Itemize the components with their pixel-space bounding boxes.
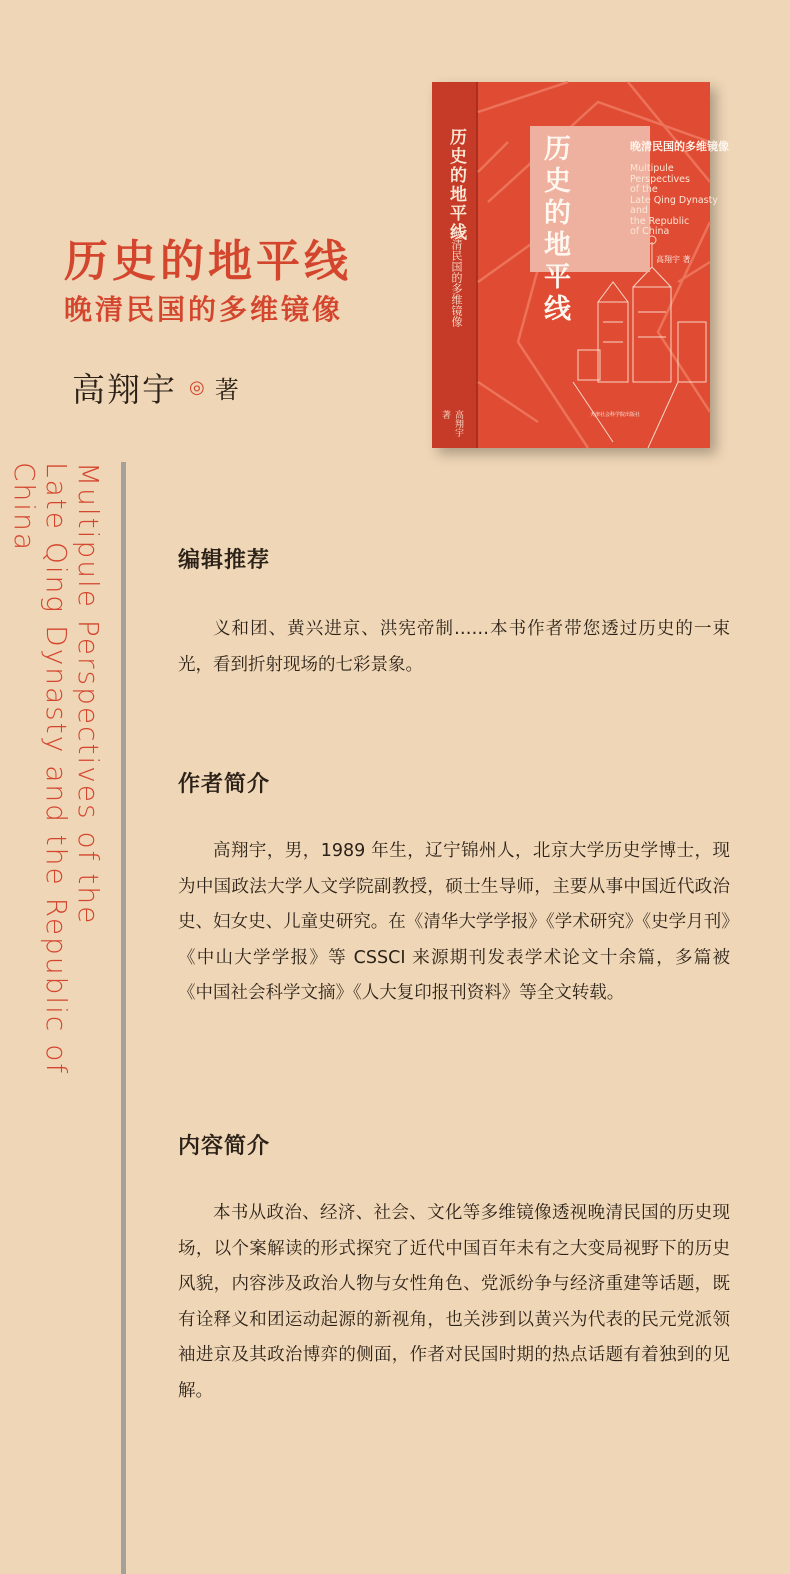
- section-title-author-intro: 作者简介: [178, 772, 271, 797]
- cover-publisher: 天津社会科学院出版社: [590, 412, 641, 418]
- book-title: 历史的地平线: [64, 236, 352, 287]
- cover-english-title: [630, 164, 740, 238]
- author-name: 高翔宇: [72, 370, 177, 409]
- book-cover-image: [432, 82, 729, 448]
- cover-english-line: of China: [630, 226, 670, 237]
- cover-subtitle: 晚清民国的多维镜像: [630, 140, 729, 153]
- author-line: [72, 364, 239, 411]
- spine-subtitle: 晚清民国的多维镜像: [450, 228, 463, 327]
- cover-title: 历史的地平线: [539, 134, 570, 326]
- vertical-divider: [121, 462, 126, 1574]
- cover-english-line: of the: [630, 184, 658, 195]
- section-body-author-intro: 高翔宇，男，1989 年生，辽宁锦州人，北京大学历史学博士，现为中国政法大学人文学院副教授，硕士生导师，主要从事中国近代政治史、妇女史、儿童史研究。在《清华大学学报》《学术研究》《史学月刊》《中山大学学报》等 CSSCI 来源期刊发表学术论文十余篇，多篇被《中国社会科学文摘》《人大复印报刊资料》等全文转载。: [178, 841, 730, 1003]
- spine-author: 高翔宇 著: [440, 410, 463, 437]
- section-body-content-intro: 本书从政治、经济、社会、文化等多维镜像透视晚清民国的历史现场，以个案解读的形式探究了近代中国百年未有之大变局视野下的历史风貌，内容涉及政治人物与女性角色、党派纷争与经济重建等话题，既有诠释义和团运动起源的新视角，也关涉到以黄兴为代表的民元党派领袖进京及其政治博弈的侧面，作者对民国时期的热点话题有着独到的见解。: [178, 1203, 730, 1401]
- spine-title: 历史的地平线: [446, 128, 466, 242]
- cover-english-line: the Republic: [630, 215, 690, 227]
- cover-author: 高翔宇 著: [656, 255, 691, 264]
- book-front-cover: [478, 82, 729, 448]
- cover-english-line: Perspectives: [630, 173, 690, 185]
- book-spine: [432, 82, 478, 448]
- author-role: 著: [214, 376, 239, 404]
- vertical-english-line-2: Late Qing Dynasty and the Republic of China: [8, 462, 73, 1076]
- section-title-editor-recommendation: 编辑推荐: [178, 548, 271, 573]
- cover-english-line: Multipule: [630, 163, 674, 174]
- section-title-content-intro: 内容简介: [178, 1134, 271, 1159]
- book-subtitle: 晚清民国的多维镜像: [64, 293, 344, 326]
- author-bullet-icon: ◎: [189, 377, 205, 398]
- cover-english-line: and: [630, 205, 648, 216]
- section-body-editor-recommendation: 义和团、黄兴进京、洪宪帝制……本书作者带您透过历史的一束光，看到折射现场的七彩景象。: [178, 619, 730, 675]
- vertical-english-line-1: Multipule Perspectives of the: [72, 462, 105, 926]
- cover-english-line: Late Qing Dynasty: [630, 194, 718, 206]
- vertical-english-title: [8, 462, 105, 1162]
